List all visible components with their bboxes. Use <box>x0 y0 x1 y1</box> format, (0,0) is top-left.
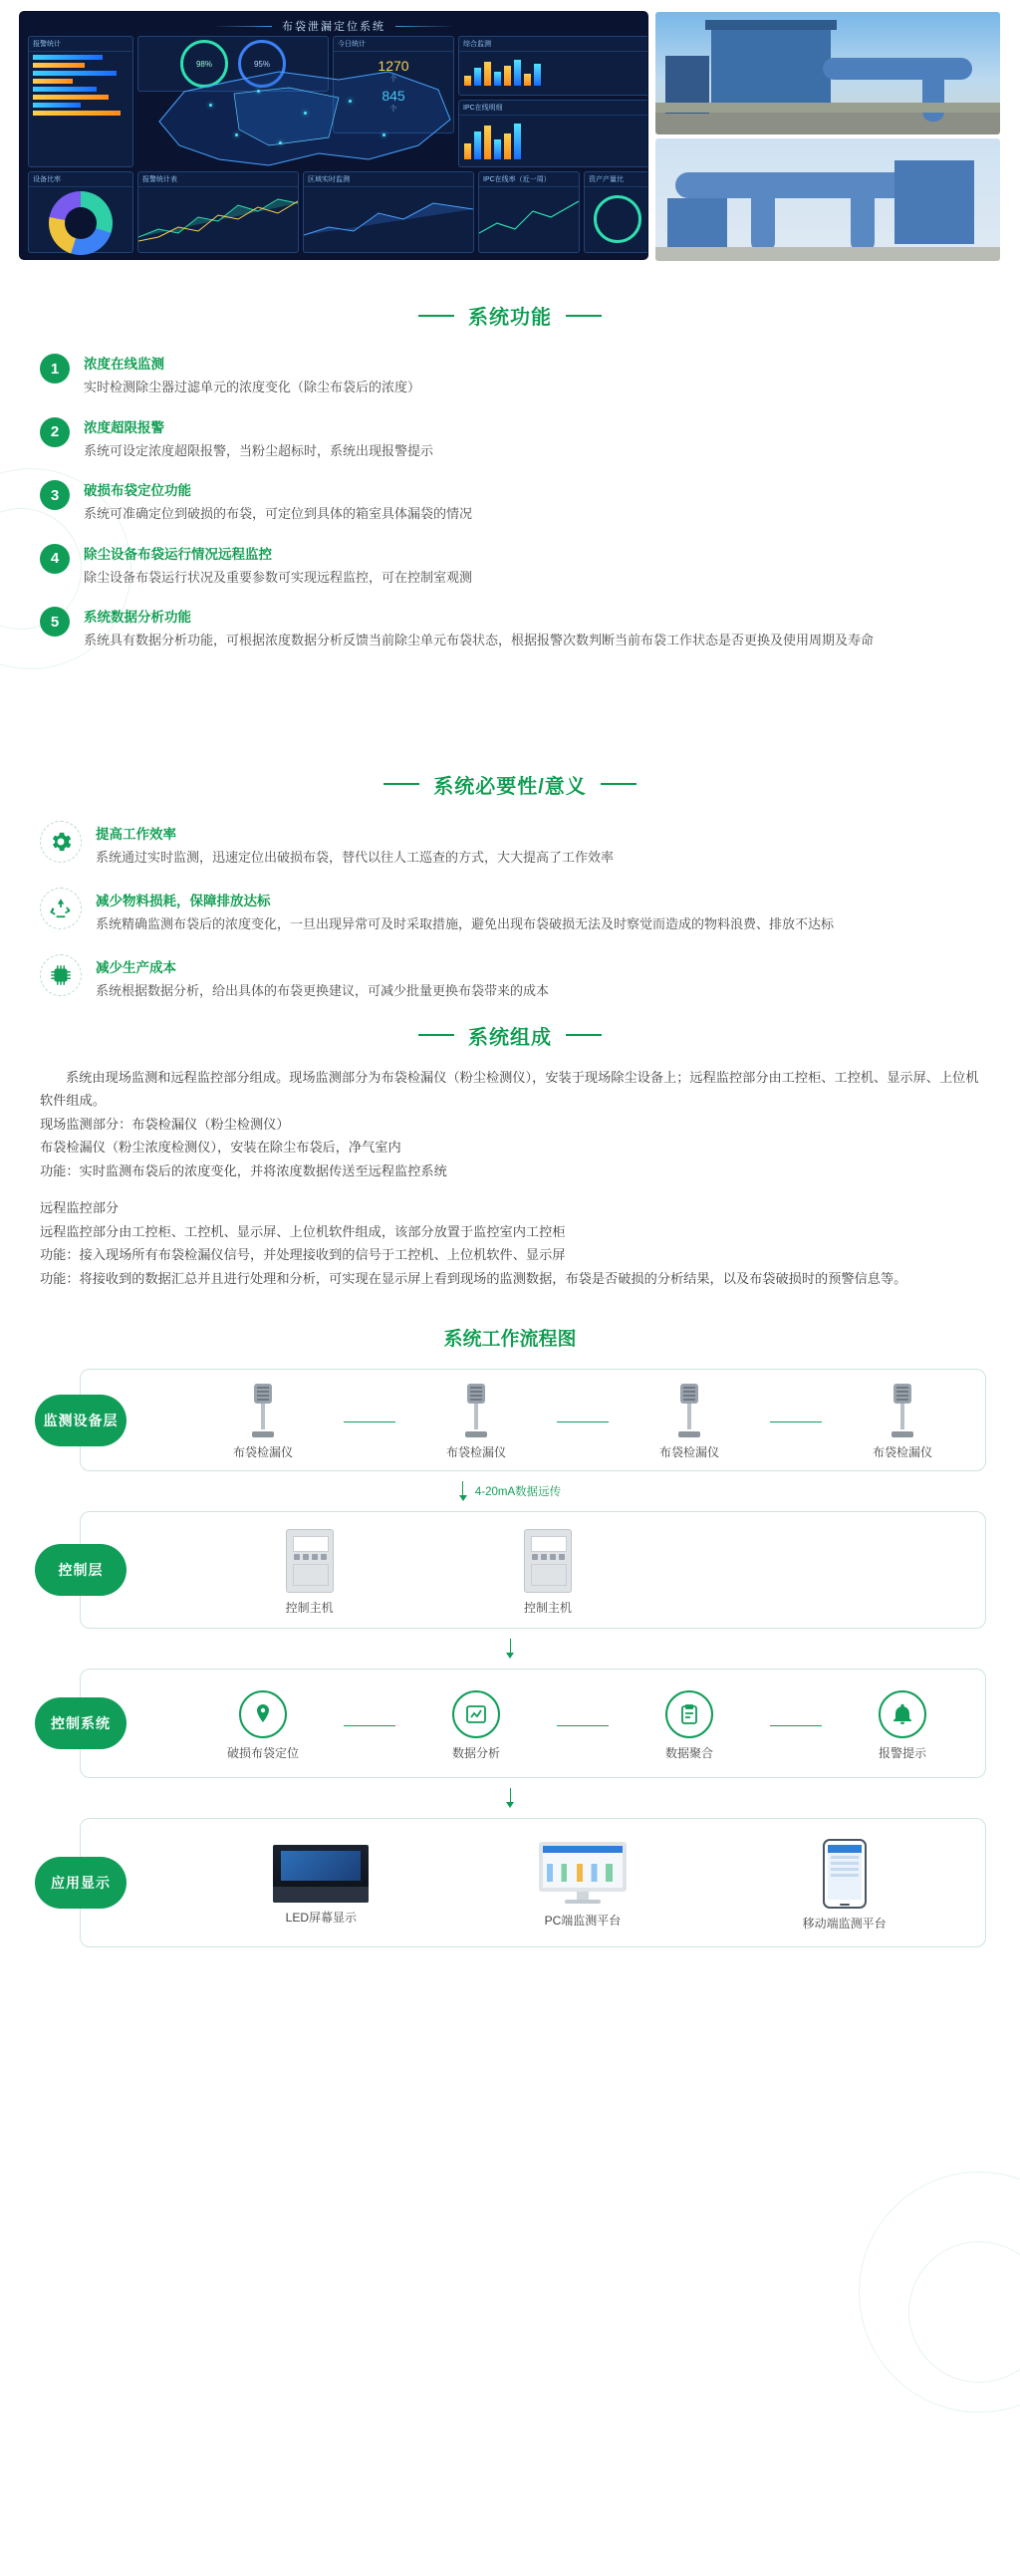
features-list <box>0 352 1020 650</box>
cabinet-icon <box>524 1529 572 1593</box>
panel-ipc-online-rate <box>478 171 580 253</box>
heading-rule-left <box>418 315 454 317</box>
remote-head: 远程监控部分 <box>40 1200 120 1216</box>
flow-node <box>256 1845 385 1926</box>
composition-intro: 系统由现场监测和远程监控部分组成。现场监测部分为布袋检漏仪（粉尘检测仪），安装于现场除尘设备上；远程监控部分由工控柜、工控机、显示屏、上位机软件组成。 <box>40 1069 979 1109</box>
panel-alarm-chart <box>137 171 299 253</box>
panel-header: 区域实时监测 <box>304 172 473 187</box>
arrow-down-icon <box>506 1788 514 1808</box>
flow-node <box>625 1690 754 1761</box>
panel-header: 报警统计表 <box>138 172 298 187</box>
cabinet-icon <box>286 1529 334 1593</box>
panel-region-monitor <box>303 171 474 253</box>
flow-arrow-3 <box>34 1784 986 1812</box>
flow-node-label: 布袋检漏仪 <box>445 1445 506 1460</box>
composition-text <box>0 1066 1020 1291</box>
flow-connector <box>770 1421 822 1422</box>
feature-number: 3 <box>40 480 70 510</box>
photo-baghouse-exterior <box>655 12 1000 134</box>
meaning-title-text: 减少物料损耗，保障排放达标 <box>96 893 271 908</box>
flow-row-wrapper <box>34 1369 986 1471</box>
feature-item <box>40 605 980 650</box>
flow-node <box>838 1384 967 1460</box>
hero-section <box>0 0 1020 261</box>
gauge-value: 95% <box>253 59 270 69</box>
flow-arrow-label: 4-20mA数据远传 <box>474 1486 562 1499</box>
meaning-heading <box>0 770 1020 799</box>
feature-desc: 实时检测除尘器过滤单元的浓度变化（除尘布袋后的浓度） <box>84 380 421 394</box>
flow-node <box>198 1690 328 1761</box>
feature-title: 浓度在线监测 <box>84 357 164 372</box>
heading-rule-right <box>601 783 637 785</box>
remote-line-2: 功能：接入现场所有布袋检漏仪信号，并处理接收到的信号于工控机、上位机软件、显示屏 <box>40 1247 566 1263</box>
location-icon <box>239 1690 287 1738</box>
flow-connector <box>770 1725 822 1726</box>
flow-row-tag: 监测设备层 <box>35 1395 127 1446</box>
composition-title: 系统组成 <box>468 1026 552 1049</box>
panel-comprehensive <box>458 36 647 96</box>
heading-rule-left <box>418 1034 454 1036</box>
detector-icon <box>892 1384 913 1437</box>
photo-column <box>655 12 1000 261</box>
flow-row-tag: 应用显示 <box>35 1857 127 1909</box>
features-heading <box>0 301 1020 330</box>
remote-line-3: 功能：将接收到的数据汇总并且进行处理和分析，可实现在显示屏上看到现场的监测数据，布袋是否破损的分析结果，以及布袋破损时的预警信息等。 <box>40 1270 907 1286</box>
feature-desc: 系统可准确定位到破损的布袋，可定位到具体的箱室具体漏袋的情况 <box>84 506 473 521</box>
chip-icon <box>40 954 82 996</box>
flow-row-control-system <box>51 1669 986 1778</box>
recycle-icon <box>40 888 82 929</box>
decorative-circle <box>859 2172 1020 2413</box>
local-line-2: 功能：实时监测布袋后的浓度变化，并将浓度数据传送至远程监控系统 <box>40 1162 447 1178</box>
gauge-value: 98% <box>195 59 212 69</box>
flow-row-wrapper <box>34 1818 986 1947</box>
flow-connector <box>557 1421 609 1422</box>
kpi-value-1: 1270 <box>378 58 409 74</box>
flow-connector <box>344 1421 395 1422</box>
flow-chart <box>0 1369 1020 1987</box>
heading-rule-left <box>383 783 419 785</box>
panel-device-ratio <box>28 171 133 253</box>
meaning-title-text: 提高工作效率 <box>96 826 176 842</box>
feature-number: 2 <box>40 417 70 447</box>
clipboard-icon <box>665 1690 713 1738</box>
heading-rule-right <box>566 315 602 317</box>
decorative-circle <box>908 2241 1020 2383</box>
dashboard-title: 布袋泄漏定位系统 <box>282 18 385 34</box>
monitor-icon <box>535 1842 631 1906</box>
feature-item <box>40 542 980 588</box>
flow-title: 系统工作流程图 <box>443 1329 577 1351</box>
donut-chart <box>49 191 113 255</box>
meaning-title-text: 减少生产成本 <box>96 959 176 975</box>
feature-number: 5 <box>40 607 70 637</box>
feature-title: 浓度超限报警 <box>84 419 164 435</box>
heading-rule-right <box>566 1034 602 1036</box>
flow-node <box>245 1529 375 1616</box>
feature-desc: 系统可设定浓度超限报警，当粉尘超标时，系统出现报警提示 <box>84 442 434 458</box>
flow-node-label: 破损布袋定位 <box>226 1745 299 1760</box>
gear-icon <box>40 821 82 863</box>
composition-heading <box>0 1021 1020 1050</box>
panel-header: 综合监测 <box>459 37 647 52</box>
flow-row-tag: 控制层 <box>35 1544 127 1596</box>
flow-node <box>518 1842 647 1929</box>
feature-item <box>40 478 980 524</box>
features-title: 系统功能 <box>468 307 552 329</box>
flow-node-label: LED屏幕显示 <box>285 1910 357 1925</box>
flow-node <box>780 1839 909 1932</box>
meaning-desc: 系统精确监测布袋后的浓度变化，一旦出现异常可及时采取措施，避免出现布袋破损无法及时察觉而造成的物料浪费、排放不达标 <box>96 915 835 931</box>
meaning-title: 系统必要性/意义 <box>433 775 587 798</box>
panel-header: IPC在线明细 <box>459 101 647 116</box>
local-line-1: 布袋检漏仪（粉尘浓度检测仪），安装在除尘布袋后，净气室内 <box>40 1140 401 1156</box>
flow-node-label: 控制主机 <box>523 1600 572 1615</box>
flow-row-monitoring <box>43 1369 986 1471</box>
feature-desc: 除尘设备布袋运行状况及重要参数可实现远程监控，可在控制室观测 <box>84 569 473 585</box>
flow-node-label: PC端监测平台 <box>544 1913 622 1928</box>
feature-title: 系统数据分析功能 <box>84 610 191 625</box>
arrow-down-icon <box>506 1639 514 1659</box>
flow-connector <box>557 1725 609 1726</box>
chart-icon <box>452 1690 500 1738</box>
led-screen-icon <box>273 1845 369 1903</box>
flow-node <box>411 1690 541 1761</box>
meaning-item <box>40 954 980 1001</box>
flow-arrow-1 <box>34 1477 986 1505</box>
panel-header: 报警统计 <box>29 37 132 52</box>
flow-node-label: 布袋检漏仪 <box>658 1445 719 1460</box>
flow-node-label: 布袋检漏仪 <box>872 1445 932 1460</box>
flow-row-wrapper <box>34 1669 986 1778</box>
feature-title: 破损布袋定位功能 <box>84 483 191 498</box>
meaning-item <box>40 888 980 934</box>
flow-row-wrapper <box>34 1511 986 1629</box>
feature-number: 4 <box>40 544 70 574</box>
panel-header: 资产产量比 <box>585 172 647 187</box>
phone-icon <box>823 1839 867 1909</box>
flow-heading <box>0 1324 1020 1351</box>
flow-node-label: 数据分析 <box>451 1745 500 1760</box>
panel-alarm-stats <box>28 36 133 167</box>
flow-arrow-2 <box>34 1635 986 1663</box>
flow-row-tag: 控制系统 <box>35 1697 127 1749</box>
flow-node <box>483 1529 613 1616</box>
dashboard-screenshot <box>20 12 647 259</box>
panel-header: IPC在线率（近一周） <box>479 172 579 187</box>
bell-icon <box>879 1690 926 1738</box>
meaning-desc: 系统通过实时监测，迅速定位出破损布袋，替代以往人工巡查的方式，大大提高了工作效率 <box>96 849 615 865</box>
meaning-desc: 系统根据数据分析，给出具体的布袋更换建议，可减少批量更换布袋带来的成本 <box>96 982 550 998</box>
meaning-list <box>0 821 1020 1001</box>
flow-row-application <box>51 1818 986 1947</box>
feature-desc: 系统具有数据分析功能，可根据浓度数据分析反馈当前除尘单元布袋状态，根据报警次数判断当前布袋工作状态是否更换及使用周期及寿命 <box>84 633 875 647</box>
flow-node-label: 数据聚合 <box>664 1745 713 1760</box>
detector-icon <box>465 1384 487 1437</box>
panel-ipc-detail <box>458 100 647 167</box>
feature-item <box>40 415 980 461</box>
photo-duct-system <box>655 138 1000 261</box>
flow-connector <box>344 1725 395 1726</box>
flow-node <box>625 1384 754 1460</box>
flow-node-label: 报警提示 <box>878 1745 926 1760</box>
feature-number: 1 <box>40 354 70 384</box>
meaning-item <box>40 821 980 868</box>
flow-node-label: 布袋检漏仪 <box>232 1445 293 1460</box>
detector-icon <box>252 1384 274 1437</box>
remote-line-1: 远程监控部分由工控柜、工控机、显示屏、上位机软件组成，该部分放置于监控室内工控柜 <box>40 1223 566 1239</box>
flow-node-label: 移动端监测平台 <box>802 1916 887 1931</box>
flow-node-label: 控制主机 <box>285 1600 334 1615</box>
panel-output-ratio <box>584 171 647 253</box>
flow-node <box>838 1690 967 1761</box>
panel-header: 今日统计 <box>334 37 453 52</box>
local-head: 现场监测部分：布袋检漏仪（粉尘检测仪） <box>40 1116 290 1132</box>
panel-header: 设备比率 <box>29 172 132 187</box>
arrow-down-icon <box>459 1481 467 1501</box>
detector-icon <box>678 1384 700 1437</box>
flow-row-control-layer <box>58 1511 986 1629</box>
feature-title: 除尘设备布袋运行情况远程监控 <box>84 546 272 562</box>
flow-node <box>198 1384 328 1460</box>
flow-node <box>411 1384 541 1460</box>
feature-item <box>40 352 980 397</box>
